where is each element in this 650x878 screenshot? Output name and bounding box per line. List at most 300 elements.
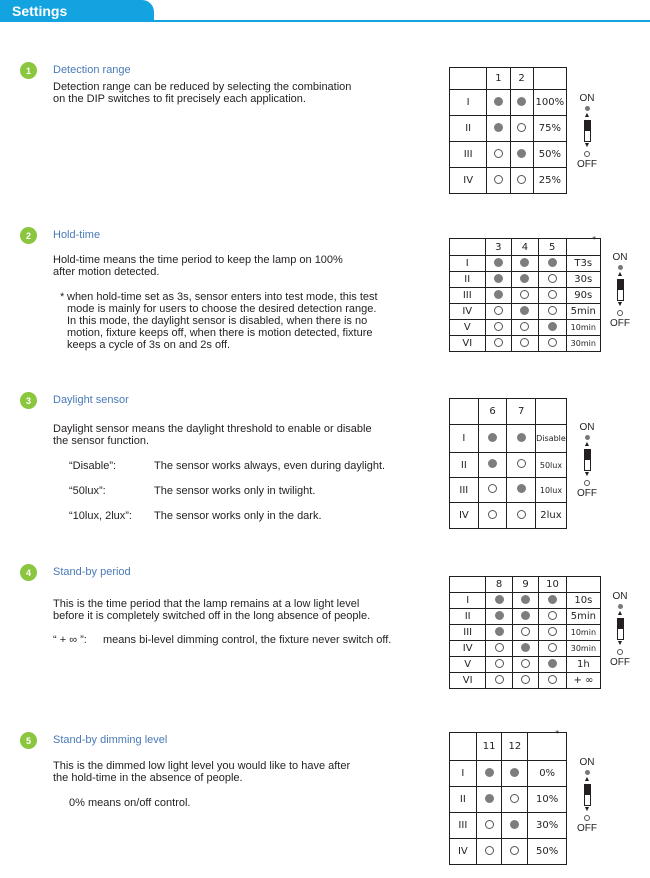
section-number-badge: 1 (20, 62, 37, 79)
empty-circle-icon (548, 338, 557, 347)
table-header-row (450, 577, 601, 593)
setting-value-cell (528, 787, 567, 813)
dip-state-cell (507, 453, 536, 478)
filled-circle-icon (517, 149, 526, 158)
dip-state-cell (487, 168, 510, 194)
on-label: ON (579, 757, 595, 768)
section-title: Stand-by period (53, 566, 131, 578)
definition-desc: The sensor works always, even during daylight. (154, 460, 386, 472)
row-label: III (450, 625, 486, 641)
setting-value: T3s (574, 258, 593, 269)
setting-value: 50% (536, 846, 559, 857)
setting-value: 10% (536, 794, 559, 805)
filled-circle-icon (494, 274, 503, 283)
switch-icon (584, 449, 591, 471)
filled-circle-icon (618, 604, 623, 609)
switch-knob (585, 450, 590, 460)
section-number-badge: 5 (20, 732, 37, 749)
off-label: OFF (577, 488, 597, 499)
empty-circle-icon (517, 459, 526, 468)
table-row (450, 425, 567, 453)
asterisk-mark: * (592, 234, 597, 244)
empty-circle-icon (517, 123, 526, 132)
filled-circle-icon (521, 595, 530, 604)
setting-value: 90s (574, 290, 593, 301)
setting-value: 10s (574, 595, 593, 606)
arrow-down-icon: ▼ (616, 640, 624, 647)
dip-switch-table (449, 576, 601, 689)
row-label: III (450, 142, 487, 168)
dip-state-cell (539, 609, 567, 625)
dip-state-cell (538, 336, 566, 352)
empty-circle-icon (548, 274, 557, 283)
section-title: Stand-by dimming level (53, 734, 168, 746)
empty-circle-icon (548, 611, 557, 620)
table-row (450, 288, 601, 304)
row-label: V (450, 320, 486, 336)
dip-switch-table (449, 234, 601, 352)
dip-state-cell (512, 304, 539, 320)
filled-circle-icon (510, 820, 519, 829)
filled-circle-icon (548, 659, 557, 668)
off-label: OFF (577, 159, 597, 170)
setting-value: 0% (539, 768, 556, 779)
dip-switch-table (449, 67, 567, 194)
definition-desc: The sensor works only in twilight. (154, 485, 316, 497)
dip-state-cell (512, 288, 539, 304)
dip-state-cell (512, 272, 539, 288)
empty-circle-icon (617, 310, 623, 316)
dip-number-header: 5 (538, 239, 566, 256)
header-divider (150, 20, 650, 22)
empty-circle-icon (485, 846, 494, 855)
setting-value: 5min (570, 306, 596, 317)
dip-switch-legend (572, 757, 602, 834)
setting-value-cell (533, 168, 566, 194)
setting-value-cell (528, 813, 567, 839)
switch-knob (618, 280, 623, 290)
row-label: I (450, 256, 486, 272)
setting-value-cell (566, 288, 600, 304)
setting-value: 100% (535, 97, 565, 108)
empty-circle-icon (548, 290, 557, 299)
setting-value-cell (566, 593, 600, 609)
setting-value: 50lux (539, 460, 563, 470)
table-row (450, 90, 567, 116)
empty-circle-icon (548, 306, 557, 315)
section-number-badge: 4 (20, 564, 37, 581)
setting-value-cell (566, 625, 600, 641)
empty-circle-icon (548, 627, 557, 636)
row-label: V (450, 657, 486, 673)
dip-state-cell (485, 256, 512, 272)
row-label: II (450, 609, 486, 625)
row-label: I (450, 425, 479, 453)
dip-state-cell (502, 839, 528, 865)
filled-circle-icon (585, 435, 590, 440)
table-row (450, 272, 601, 288)
filled-circle-icon (494, 123, 503, 132)
arrow-down-icon: ▼ (583, 142, 591, 149)
setting-value: 1h (577, 659, 590, 670)
corner-cell (450, 68, 487, 90)
dip-state-cell (538, 272, 566, 288)
setting-value-cell (566, 304, 600, 320)
description-line: on the DIP switches to fit precisely each application. (53, 93, 306, 105)
on-label: ON (579, 93, 595, 104)
filled-circle-icon (548, 322, 557, 331)
row-label: VI (450, 336, 486, 352)
table-header-row (450, 733, 567, 761)
setting-value-cell (566, 234, 600, 272)
description-line: the hold-time in the absence of people. (53, 772, 243, 784)
table-row (450, 657, 601, 673)
setting-value-cell (566, 641, 600, 657)
empty-circle-icon (521, 627, 530, 636)
dip-state-cell (478, 453, 507, 478)
empty-circle-icon (488, 484, 497, 493)
empty-circle-icon (494, 175, 503, 184)
row-label: II (450, 453, 479, 478)
setting-value-cell (533, 116, 566, 142)
empty-circle-icon (510, 794, 519, 803)
setting-value-cell (566, 336, 600, 352)
dip-state-cell (478, 478, 507, 503)
dip-state-cell (485, 288, 512, 304)
switch-knob (618, 619, 623, 629)
header-bar (0, 0, 154, 22)
table-row (450, 142, 567, 168)
setting-value: 50% (538, 149, 561, 160)
row-label: I (450, 761, 477, 787)
row-label: III (450, 478, 479, 503)
empty-circle-icon (495, 643, 504, 652)
filled-circle-icon (517, 433, 526, 442)
filled-circle-icon (548, 258, 557, 267)
arrow-up-icon: ▲ (616, 271, 624, 278)
dip-number-header: 11 (476, 733, 502, 761)
on-label: ON (612, 591, 628, 602)
infinity-desc: means bi-level dimming control, the fixture never switch off. (103, 634, 392, 646)
value-header (533, 68, 566, 90)
dip-state-cell (510, 168, 533, 194)
note-line: keeps a cycle of 3s on and 2s off. (67, 339, 231, 351)
row-label: IV (450, 304, 486, 320)
setting-value: 2lux (540, 510, 562, 521)
row-label: II (450, 272, 486, 288)
empty-circle-icon (495, 659, 504, 668)
note-line: mode is mainly for users to choose the desired detection range. (67, 303, 377, 315)
dip-switch-legend (605, 591, 635, 668)
empty-circle-icon (520, 338, 529, 347)
row-label: I (450, 90, 487, 116)
corner-cell (450, 239, 486, 256)
definition-term: “50lux”: (69, 485, 106, 497)
dip-state-cell (512, 336, 539, 352)
empty-circle-icon (521, 675, 530, 684)
dip-state-cell (507, 478, 536, 503)
description-line: after motion detected. (53, 266, 160, 278)
setting-value-cell (535, 425, 566, 453)
table-row (450, 320, 601, 336)
dip-switch-legend (572, 93, 602, 170)
filled-circle-icon (517, 484, 526, 493)
filled-circle-icon (520, 306, 529, 315)
setting-value: Disable (536, 434, 566, 443)
row-label: III (450, 813, 477, 839)
dip-state-cell (539, 657, 567, 673)
filled-circle-icon (488, 459, 497, 468)
dip-state-cell (486, 609, 512, 625)
dip-state-cell (487, 90, 510, 116)
empty-circle-icon (617, 649, 623, 655)
dip-state-cell (512, 625, 538, 641)
dip-state-cell (512, 657, 538, 673)
setting-value-cell (566, 609, 600, 625)
dip-state-cell (512, 593, 538, 609)
table-row (450, 839, 567, 865)
table-row (450, 168, 567, 194)
table-row (450, 478, 567, 503)
dip-state-cell (512, 609, 538, 625)
dip-state-cell (486, 673, 512, 689)
dip-state-cell (485, 272, 512, 288)
setting-value-cell (566, 320, 600, 336)
dip-state-cell (538, 288, 566, 304)
description-line: before it is completely switched off in the long absence of people. (53, 610, 371, 622)
empty-circle-icon (510, 846, 519, 855)
value-header (528, 733, 567, 761)
on-label: ON (579, 422, 595, 433)
definition-term: “Disable”: (69, 460, 117, 472)
filled-circle-icon (585, 770, 590, 775)
section-title: Hold-time (53, 229, 101, 241)
setting-value: 25% (538, 175, 561, 186)
empty-circle-icon (485, 820, 494, 829)
row-label: I (450, 593, 486, 609)
definition-term: “10lux, 2lux”: (69, 510, 132, 522)
empty-circle-icon (548, 675, 557, 684)
setting-value: 30min (570, 644, 597, 653)
table-row (450, 116, 567, 142)
row-label: III (450, 288, 486, 304)
dip-state-cell (510, 142, 533, 168)
infinity-term: “ + ∞ ”: (53, 634, 87, 646)
table-row (450, 761, 567, 787)
dip-state-cell (486, 657, 512, 673)
note-line: motion, fixture keeps off, when there is motion detected, fixture (67, 327, 373, 339)
dip-state-cell (538, 304, 566, 320)
dip-state-cell (476, 813, 502, 839)
switch-knob (585, 785, 590, 795)
row-label: IV (450, 168, 487, 194)
dip-switch-table (449, 728, 567, 865)
dip-state-cell (538, 256, 566, 272)
filled-circle-icon (517, 97, 526, 106)
off-label: OFF (610, 318, 630, 329)
table-row (450, 813, 567, 839)
value-header (535, 399, 566, 425)
section-number-badge: 2 (20, 227, 37, 244)
empty-circle-icon (548, 643, 557, 652)
switch-icon (617, 279, 624, 301)
filled-circle-icon (494, 290, 503, 299)
dip-state-cell (487, 116, 510, 142)
dip-state-cell (485, 304, 512, 320)
setting-value-cell (566, 673, 600, 689)
dip-number-header: 3 (485, 239, 512, 256)
filled-circle-icon (485, 768, 494, 777)
setting-value: 30s (574, 274, 593, 285)
setting-value-cell (566, 272, 600, 288)
section-title: Detection range (53, 64, 131, 76)
note-star: * (60, 291, 65, 303)
description-line: Hold-time means the time period to keep the lamp on 100% (53, 254, 343, 266)
setting-value: 5min (570, 611, 596, 622)
row-label: IV (450, 839, 477, 865)
description-line: This is the dimmed low light level you would like to have after (53, 760, 351, 772)
dip-state-cell (507, 503, 536, 529)
setting-value-cell (528, 728, 567, 787)
filled-circle-icon (548, 595, 557, 604)
row-label: VI (450, 673, 486, 689)
table-row (450, 503, 567, 529)
off-label: OFF (577, 823, 597, 834)
empty-circle-icon (517, 510, 526, 519)
empty-circle-icon (520, 322, 529, 331)
dip-state-cell (478, 425, 507, 453)
definition-desc: The sensor works only in the dark. (154, 510, 322, 522)
dip-state-cell (476, 839, 502, 865)
corner-cell (450, 577, 486, 593)
setting-value-cell (533, 90, 566, 116)
dip-state-cell (510, 90, 533, 116)
dip-number-header: 8 (486, 577, 512, 593)
switch-icon (584, 120, 591, 142)
filled-circle-icon (495, 595, 504, 604)
filled-circle-icon (485, 794, 494, 803)
setting-value-cell (535, 453, 566, 478)
dip-number-header: 6 (478, 399, 507, 425)
page-title: Settings (12, 3, 68, 19)
dip-number-header: 7 (507, 399, 536, 425)
setting-value: 75% (538, 123, 561, 134)
dip-state-cell (485, 320, 512, 336)
filled-circle-icon (510, 768, 519, 777)
dip-number-header: 9 (512, 577, 538, 593)
dip-state-cell (502, 813, 528, 839)
empty-circle-icon (494, 306, 503, 315)
empty-circle-icon (495, 675, 504, 684)
setting-value: 10lux (539, 485, 563, 495)
description-line: Detection range can be reduced by selecting the combination (53, 81, 352, 93)
off-label: OFF (610, 657, 630, 668)
filled-circle-icon (494, 258, 503, 267)
corner-cell (450, 733, 477, 761)
row-label: IV (450, 503, 479, 529)
filled-circle-icon (495, 611, 504, 620)
arrow-down-icon: ▼ (583, 806, 591, 813)
table-row (450, 673, 601, 689)
setting-value: 30min (570, 339, 596, 348)
value-header (566, 577, 600, 593)
dip-state-cell (476, 787, 502, 813)
setting-value: 10min (570, 628, 597, 637)
table-row (450, 256, 601, 272)
filled-circle-icon (521, 643, 530, 652)
arrow-down-icon: ▼ (616, 301, 624, 308)
setting-value-cell (535, 503, 566, 529)
row-label: II (450, 116, 487, 142)
filled-circle-icon (520, 258, 529, 267)
setting-value-cell (566, 657, 600, 673)
table-row (450, 304, 601, 320)
dip-switch-legend (605, 252, 635, 329)
filled-circle-icon (618, 265, 623, 270)
arrow-up-icon: ▲ (583, 441, 591, 448)
description-line: the sensor function. (53, 435, 150, 447)
dip-state-cell (486, 641, 512, 657)
table-row (450, 453, 567, 478)
dip-state-cell (502, 787, 528, 813)
dip-number-header: 12 (502, 733, 528, 761)
dip-state-cell (538, 320, 566, 336)
empty-circle-icon (517, 175, 526, 184)
dip-state-cell (507, 425, 536, 453)
empty-circle-icon (521, 659, 530, 668)
switch-knob (585, 121, 590, 131)
table-row (450, 625, 601, 641)
dip-number-header: 10 (539, 577, 567, 593)
note-line: In this mode, the daylight sensor is disabled, when there is no (67, 315, 368, 327)
dip-state-cell (486, 593, 512, 609)
table-row (450, 593, 601, 609)
dip-number-header: 4 (512, 239, 539, 256)
arrow-up-icon: ▲ (583, 112, 591, 119)
dip-state-cell (486, 625, 512, 641)
filled-circle-icon (520, 274, 529, 283)
row-label: IV (450, 641, 486, 657)
arrow-up-icon: ▲ (616, 610, 624, 617)
table-header-row (450, 239, 601, 256)
filled-circle-icon (494, 97, 503, 106)
dip-state-cell (478, 503, 507, 529)
note-line: when hold-time set as 3s, sensor enters into test mode, this test (67, 291, 378, 303)
dip-state-cell (510, 116, 533, 142)
setting-value-cell (535, 478, 566, 503)
filled-circle-icon (495, 627, 504, 636)
description-line: Daylight sensor means the daylight threshold to enable or disable (53, 423, 372, 435)
dip-state-cell (539, 641, 567, 657)
dip-state-cell (539, 625, 567, 641)
setting-value: 30% (536, 820, 559, 831)
dip-state-cell (512, 256, 539, 272)
dip-state-cell (487, 142, 510, 168)
empty-circle-icon (494, 338, 503, 347)
setting-value: 10min (570, 323, 596, 332)
switch-icon (617, 618, 624, 640)
setting-value-cell (528, 839, 567, 865)
filled-circle-icon (521, 611, 530, 620)
on-label: ON (612, 252, 628, 263)
dip-state-cell (539, 673, 567, 689)
empty-circle-icon (520, 290, 529, 299)
section-title: Daylight sensor (53, 394, 129, 406)
table-row (450, 609, 601, 625)
dip-state-cell (539, 593, 567, 609)
setting-value: + ∞ (573, 675, 594, 686)
corner-cell (450, 399, 479, 425)
